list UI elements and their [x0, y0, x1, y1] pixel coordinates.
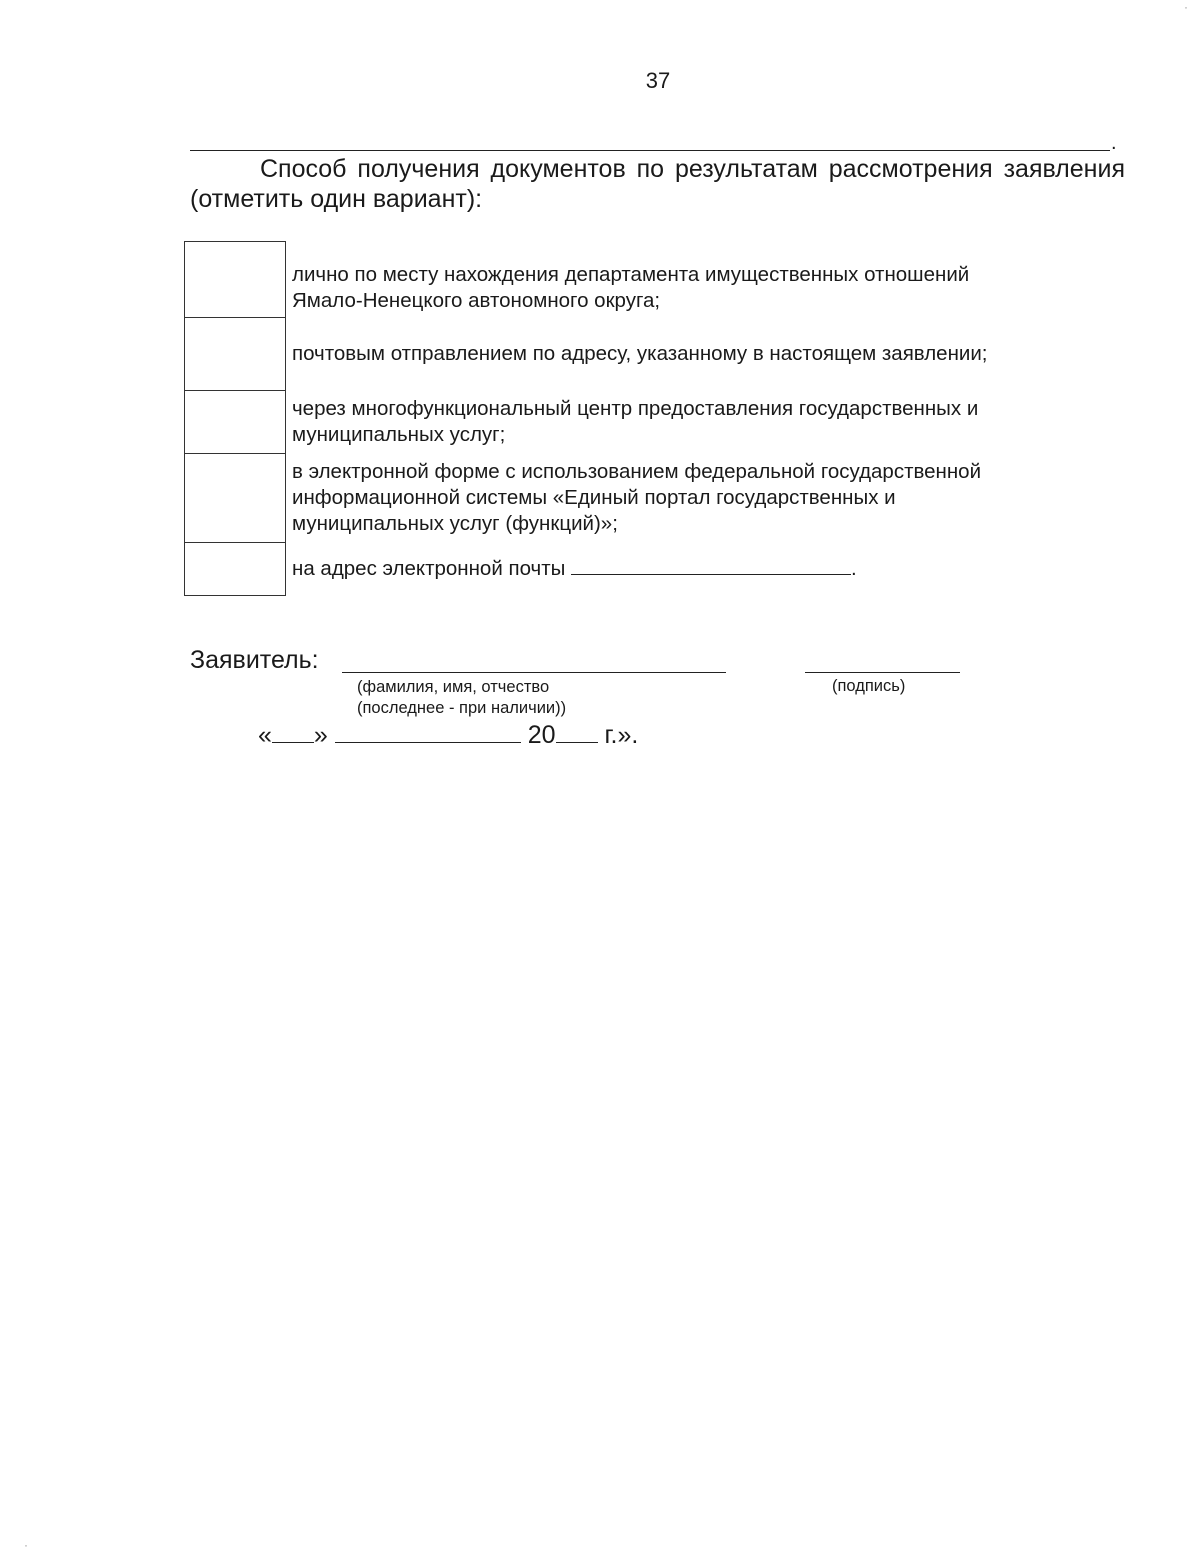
applicant-label: Заявитель: — [190, 646, 319, 674]
intro-paragraph — [190, 154, 1125, 214]
name-caption — [357, 677, 566, 719]
top-line-period: . — [1111, 132, 1117, 154]
option-checkbox-mfc[interactable] — [185, 391, 286, 454]
date-open-quote: « — [258, 721, 272, 749]
option-row-email — [185, 543, 1013, 596]
scan-speck: · — [24, 1538, 28, 1552]
email-period: . — [851, 557, 857, 580]
option-label-electronic: в электронной форме с использованием федеральной государственной информационной системы «Единый портал государственных и муниципальных услуг (функций)»; — [292, 460, 982, 535]
signature-line[interactable] — [805, 672, 960, 673]
top-divider-line — [190, 150, 1110, 151]
option-row-in-person — [185, 242, 1013, 318]
year-prefix: 20 — [527, 721, 556, 749]
option-checkbox-email[interactable] — [185, 543, 286, 596]
option-checkbox-electronic[interactable] — [185, 454, 286, 543]
month-blank[interactable] — [335, 720, 521, 743]
applicant-name-line[interactable] — [342, 672, 726, 673]
date-suffix: г.». — [604, 721, 639, 749]
option-checkbox-post[interactable] — [185, 318, 286, 391]
option-row-electronic — [185, 454, 1013, 543]
option-label-mfc: через многофункциональный центр предоставления государственных и муниципальных услуг; — [292, 397, 979, 446]
option-row-mfc — [185, 391, 1013, 454]
signature-caption: (подпись) — [832, 677, 906, 695]
name-caption-line2: (последнее - при наличии)) — [357, 699, 567, 717]
delivery-options-table — [184, 241, 1013, 596]
intro-text: Способ получения документов по результатам рассмотрения заявления (отметить один вариант): — [190, 155, 1125, 213]
option-email-cell — [286, 543, 1013, 596]
date-close-quote: » — [313, 721, 328, 749]
year-blank[interactable] — [556, 720, 598, 743]
option-checkbox-in-person[interactable] — [185, 242, 286, 318]
page-number: 37 — [645, 68, 671, 93]
scan-speck: · — [1184, 0, 1188, 14]
day-blank[interactable] — [272, 720, 314, 743]
email-blank-field[interactable] — [571, 556, 851, 575]
option-row-post — [185, 318, 1013, 391]
date-line — [258, 720, 638, 750]
name-caption-line1: (фамилия, имя, отчество — [357, 678, 550, 696]
option-label-email: на адрес электронной почты — [292, 557, 566, 580]
option-label-in-person: лично по месту нахождения департамента имущественных отношений Ямало-Ненецкого автономного округа; — [292, 262, 970, 312]
option-label-post: почтовым отправлением по адресу, указанному в настоящем заявлении; — [292, 342, 988, 365]
